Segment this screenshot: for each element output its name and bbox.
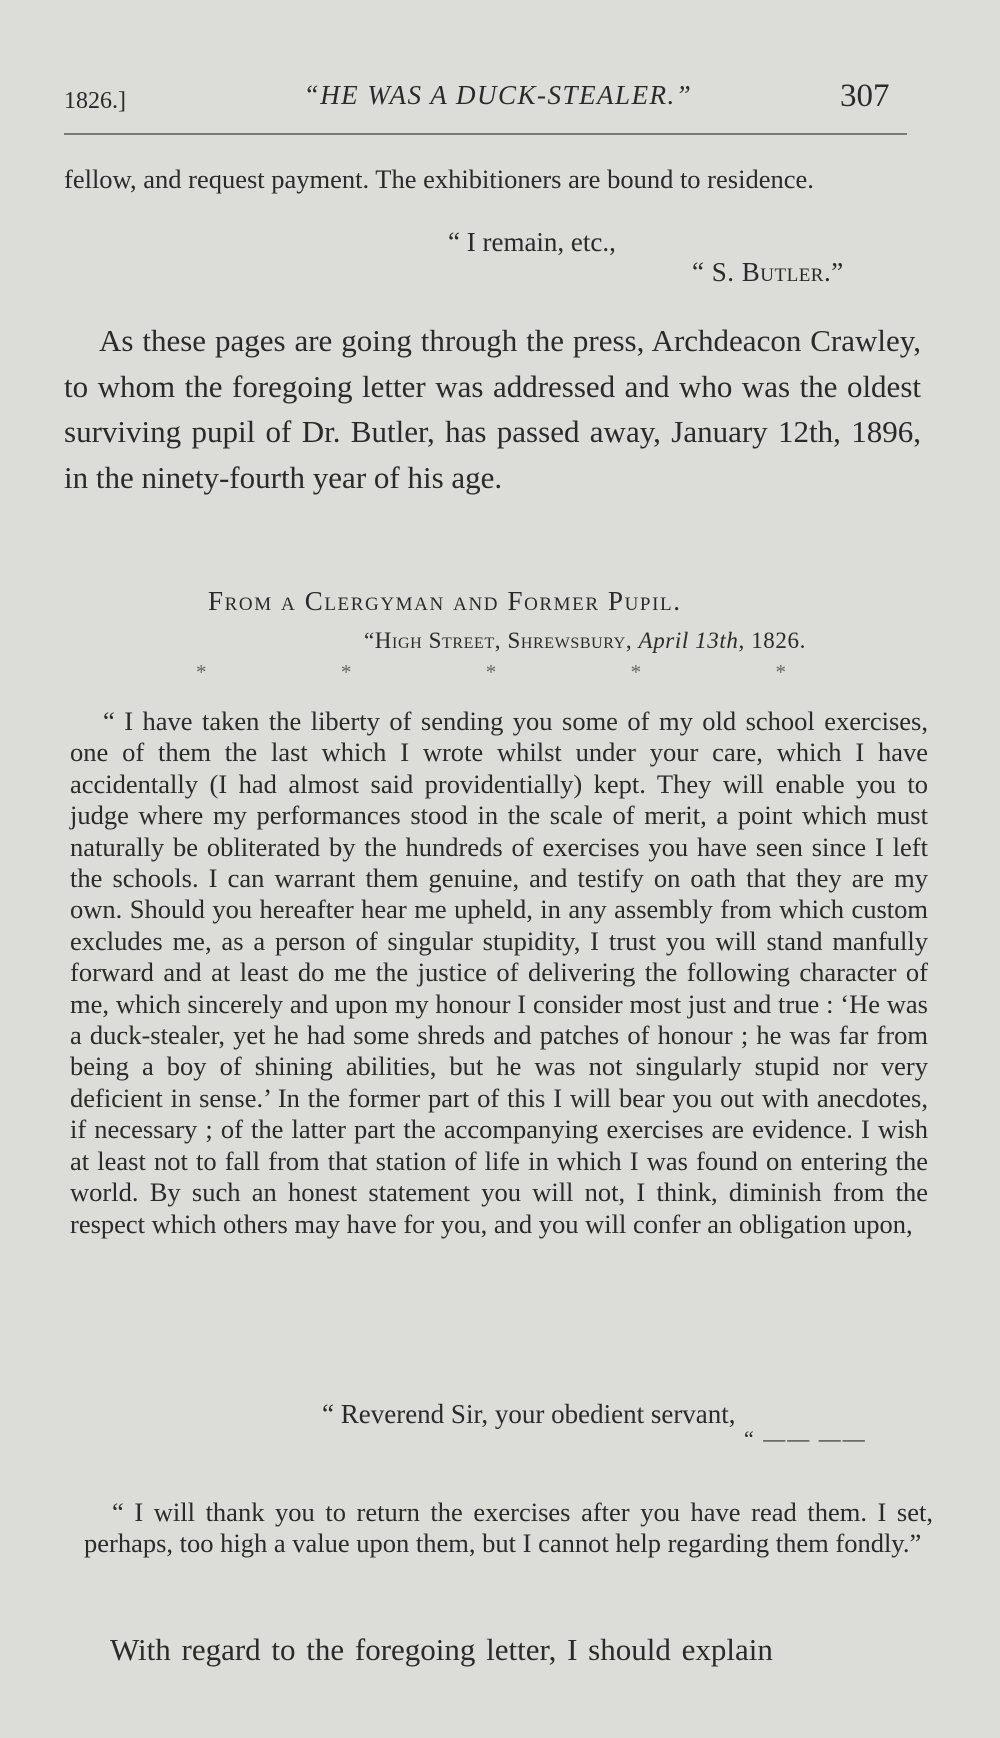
asterisk: * [630,660,642,684]
asterisk: * [775,660,786,684]
note-paragraph: As these pages are going through the press, Archdeacon Crawley, to whom the foregoing letter was addressed and who was the oldest surviving pupil of Dr. Butler, has passed away, January 12th, 1896, in the ninety-fourth year of his age. [64,323,921,495]
final-line: With regard to the foregoing letter, I should explain [110,1632,773,1667]
pupil-letter-signature: “ —— —— [744,1426,867,1451]
letter-signature: “ S. Butler.” [692,257,844,287]
dateline-date: April 13th, [638,628,745,653]
dateline-year: 1826. [751,628,806,653]
asterism [196,660,786,685]
header-rule [64,133,907,135]
asterisk: * [196,660,207,684]
dateline-place: “High Street, Shrewsbury, [364,628,633,653]
page-number: 307 [840,78,890,114]
header-year: 1826.] [64,88,126,114]
running-title: “HE WAS A DUCK-STEALER.” [303,80,693,110]
pupil-letter-closing: “ Reverend Sir, your obedient servant, [322,1399,736,1429]
dateline [364,628,806,654]
asterisk: * [485,660,497,684]
asterisk: * [340,660,352,684]
pupil-letter-body: “ I have taken the liberty of sending you some of my old school exercises, one of them the last which I wrote whilst under your care, which I have accidentally (I had almost said providentially) kept. They will enable you to judge where my performances stood in the scale of merit, a point which must naturally be obliterated by the hundreds of exercises you have seen since I left the schools. I can warrant them genuine, and testify on oath that they are my own. Should you hereafter hear me upheld, in any assembly from which custom excludes me, as a person of singular stupidity, I trust you will stand manfully forward and at least do me the justice of delivering the following character of me, which sincerely and upon my honour I consider most just and true : ‘He was a duck-stealer, yet he had some shreds and patches of honour ; he was far from being a boy of shining abilities, but he was not singularly stupid nor very deficient in sense.’ In the former part of this I will bear you out with anecdotes, if necessary ; of the latter part the accompanying exercises are evidence. I wish at least not to fall from that station of life in which I was found on entering the world. By such an honest statement you will not, I think, diminish from the respect which others may have for you, and you will confer an obligation upon, [70,706,928,1239]
letter-end-text: fellow, and request payment. The exhibitioners are bound to residence. [64,164,814,194]
letter-closing: “ I remain, etc., [448,227,616,257]
section-heading: From a Clergyman and Former Pupil. [208,586,682,616]
postscript: “ I will thank you to return the exercises after you have read them. I set, perhaps, too high a value upon them, but I cannot help regarding them fondly.” [84,1497,933,1558]
